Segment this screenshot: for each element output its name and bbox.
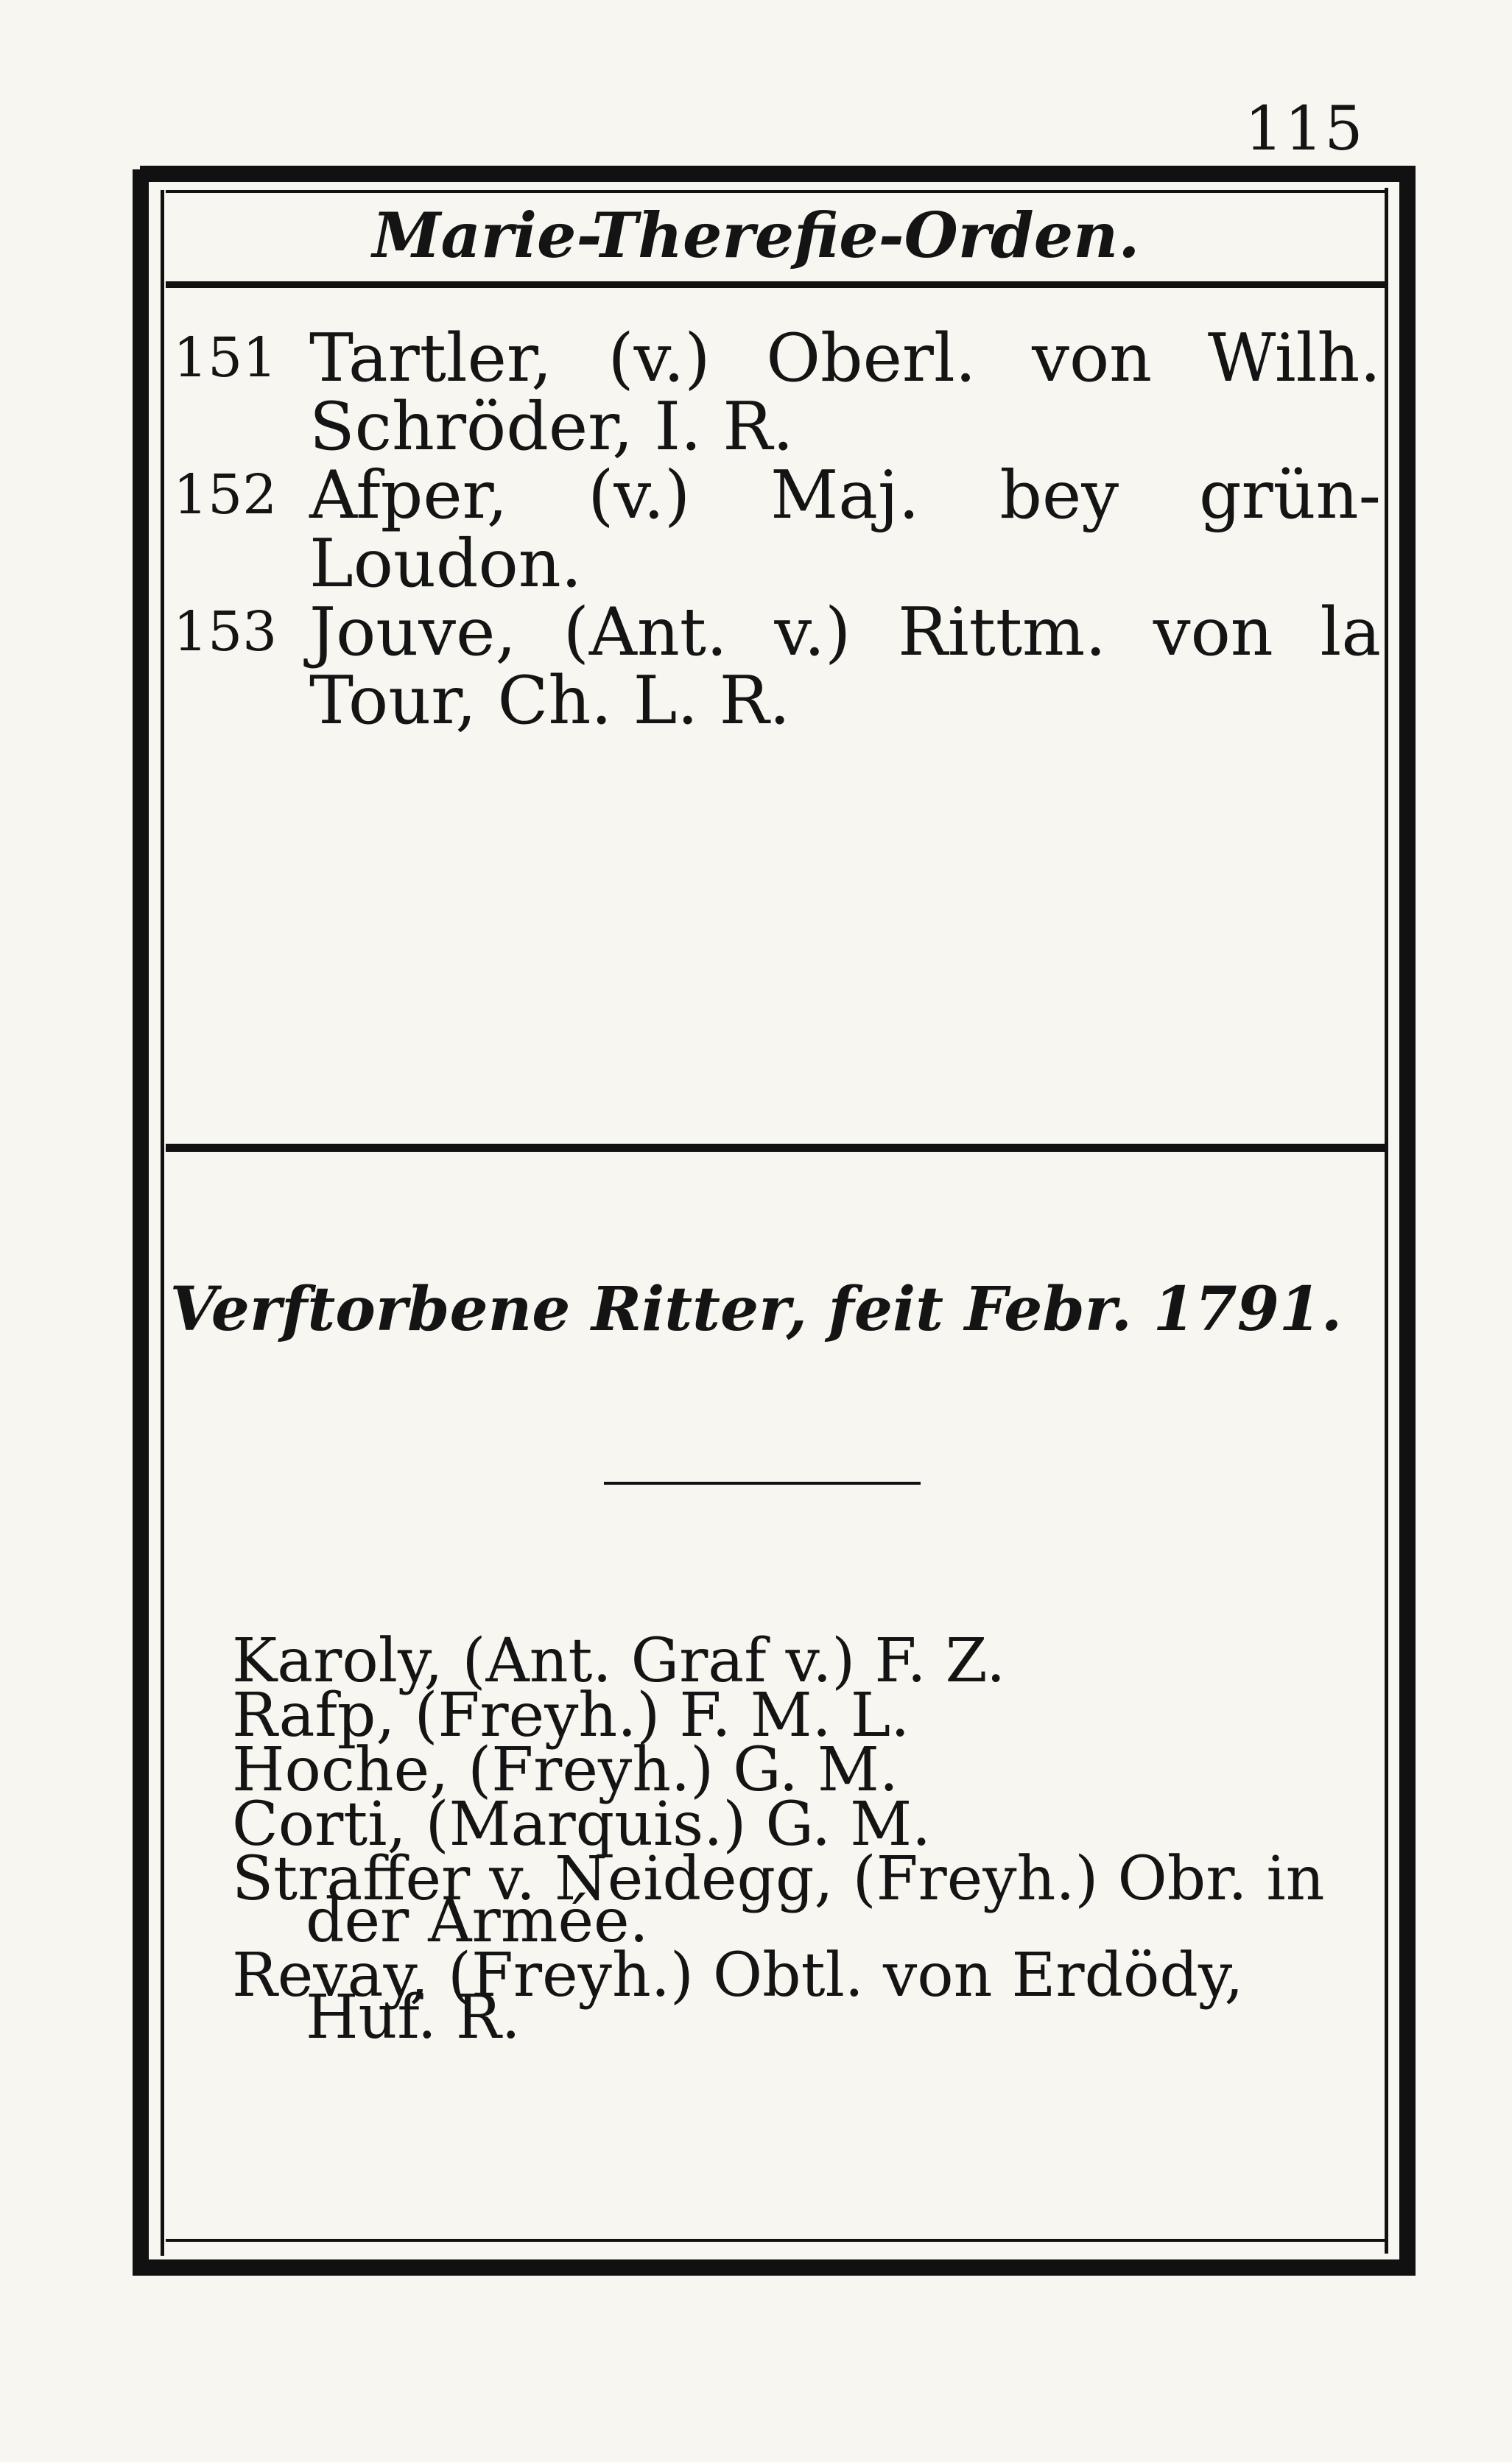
entry-text: Jouve, (Ant. v.) Rittm. von la Tour, Ch. L. R. [309, 594, 1381, 739]
entry-number: 153 [173, 600, 278, 664]
list-item: Corti, (Marquis.) G. M. [232, 1790, 932, 1860]
bottom-border-thin [166, 2239, 1385, 2242]
deceased-list [232, 1626, 1381, 2053]
list-item: Revay, (Freyh.) Obtl. von Erdödy, Huf. R. [232, 1941, 1244, 2053]
entry-number: 152 [173, 463, 278, 527]
entry-text: Tartler, (v.) Oberl. von Wilh. Schröder, I. R. [309, 320, 1381, 465]
left-border-thin [161, 190, 164, 2256]
list-item: Karoly, (Ant. Graf v.) F. Z. [232, 1626, 1006, 1696]
right-border-thick [1399, 177, 1416, 2276]
entry-152 [166, 457, 1381, 602]
top-border-thick [140, 166, 1416, 182]
right-border-thin [1385, 188, 1388, 2254]
page-number: 115 [1245, 94, 1365, 164]
left-border-thick [133, 169, 149, 2276]
header-separator [166, 281, 1385, 288]
entry-153 [166, 594, 1381, 739]
list-item: Straffer v. Neidegg, (Freyh.) Obr. in der Armée. [232, 1844, 1325, 1956]
order-entries [166, 320, 1381, 739]
bottom-border-thick [140, 2259, 1416, 2276]
top-border-thin [166, 190, 1385, 193]
list-item: Hoche, (Freyh.) G. M. [232, 1735, 899, 1805]
ornamental-rule [604, 1482, 921, 1485]
entry-number: 151 [173, 326, 278, 390]
deceased-title: Verftorbene Ritter, feit Febr. 1791. [169, 1274, 1343, 1345]
section-separator [166, 1144, 1385, 1152]
header-title: Marie-Therefie-Orden. [372, 199, 1140, 272]
entry-151 [166, 320, 1381, 465]
entry-text: Afper, (v.) Maj. bey grün-Loudon. [309, 457, 1381, 602]
list-item: Rafp, (Freyh.) F. M. L. [232, 1681, 910, 1751]
